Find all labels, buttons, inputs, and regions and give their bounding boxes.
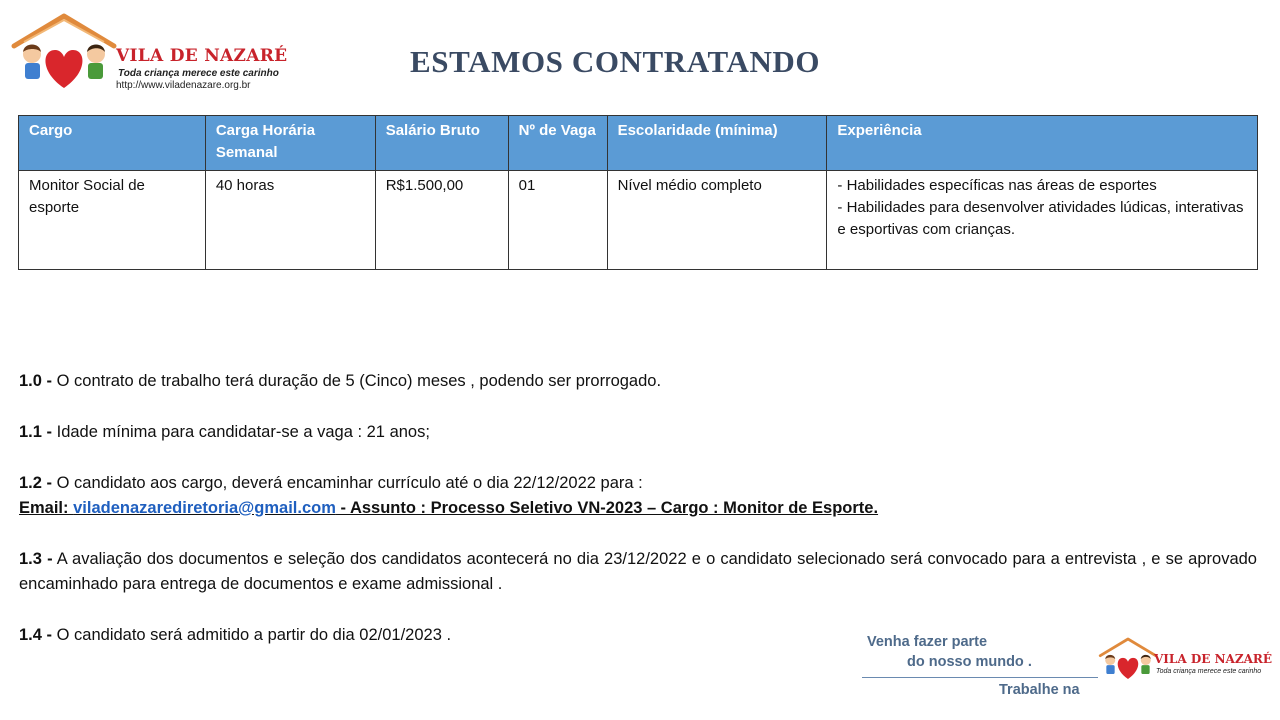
cell-carga-horaria: 40 horas <box>205 171 375 270</box>
house-heart-logo-icon <box>1098 632 1158 686</box>
footer-line-1: Venha fazer parte <box>867 634 988 650</box>
clause-1-0 <box>19 369 1257 394</box>
clause-text: O candidato será admitido a partir do dia 02/01/2023 . <box>52 626 452 644</box>
email-line <box>19 499 878 517</box>
clause-number: 1.2 - <box>19 474 53 492</box>
header-experiencia: Experiência <box>827 116 1258 171</box>
footer-banner <box>862 630 1273 706</box>
header-salario: Salário Bruto <box>375 116 508 171</box>
experiencia-line-2: - Habilidades para desenvolver atividades lúdicas, interativas e esportivas com crianças. <box>837 199 1244 238</box>
header-escolaridade: Escolaridade (mínima) <box>607 116 827 171</box>
house-heart-logo-icon <box>10 12 118 92</box>
footer-line-2: do nosso mundo . <box>907 654 1032 670</box>
experiencia-line-1: - Habilidades específicas nas áreas de esportes <box>837 177 1157 194</box>
table-row <box>19 171 1258 270</box>
email-subject: - Assunto : Processo Seletivo VN-2023 – Cargo : Monitor de Esporte. <box>335 499 879 517</box>
clause-number: 1.0 - <box>19 372 53 390</box>
cell-salario: R$1.500,00 <box>375 171 508 270</box>
email-link[interactable]: viladenazarediretoria@gmail.com <box>73 499 336 517</box>
cell-vaga: 01 <box>508 171 607 270</box>
table-header-row <box>19 116 1258 171</box>
job-table <box>18 115 1258 270</box>
clause-1-3 <box>19 547 1257 597</box>
cell-escolaridade: Nível médio completo <box>607 171 827 270</box>
clause-text: A avaliação dos documentos e seleção dos candidatos acontecerá no dia 23/12/2022 e o candidato selecionado será convocado para a entrevista , e se aprovado encaminhado para entrega de documentos e exame admissional . <box>19 550 1257 593</box>
clause-1-2 <box>19 471 1257 521</box>
header-logo <box>10 12 288 94</box>
cell-cargo: Monitor Social de esporte <box>19 171 206 270</box>
clause-number: 1.4 - <box>19 626 53 644</box>
footer-logo-name: VILA DE NAZARÉ <box>1154 652 1273 666</box>
clause-1-1 <box>19 420 1257 445</box>
header-cargo: Cargo <box>19 116 206 171</box>
clause-number: 1.3 - <box>19 550 53 568</box>
logo-url[interactable]: http://www.viladenazare.org.br <box>116 80 251 91</box>
cell-experiencia <box>827 171 1258 270</box>
footer-line-3: Trabalhe na <box>999 682 1080 698</box>
header-carga-horaria: Carga Horária Semanal <box>205 116 375 171</box>
clause-text: O candidato aos cargo, deverá encaminhar currículo até o dia 22/12/2022 para : <box>52 474 643 492</box>
page-title: ESTAMOS CONTRATANDO <box>410 44 821 79</box>
terms-section <box>19 369 1257 674</box>
email-label: Email: <box>19 499 74 517</box>
logo-tagline: Toda criança merece este carinho <box>118 68 279 79</box>
clause-number: 1.1 - <box>19 423 53 441</box>
header-vaga: Nº de Vaga <box>508 116 607 171</box>
clause-text: O contrato de trabalho terá duração de 5 (Cinco) meses , podendo ser prorrogado. <box>52 372 662 390</box>
footer-logo <box>1098 630 1273 690</box>
clause-text: Idade mínima para candidatar-se a vaga : 21 anos; <box>52 423 430 441</box>
footer-divider <box>862 677 1098 678</box>
logo-name: VILA DE NAZARÉ <box>116 46 288 66</box>
footer-logo-tagline: Toda criança merece este carinho <box>1156 668 1262 675</box>
